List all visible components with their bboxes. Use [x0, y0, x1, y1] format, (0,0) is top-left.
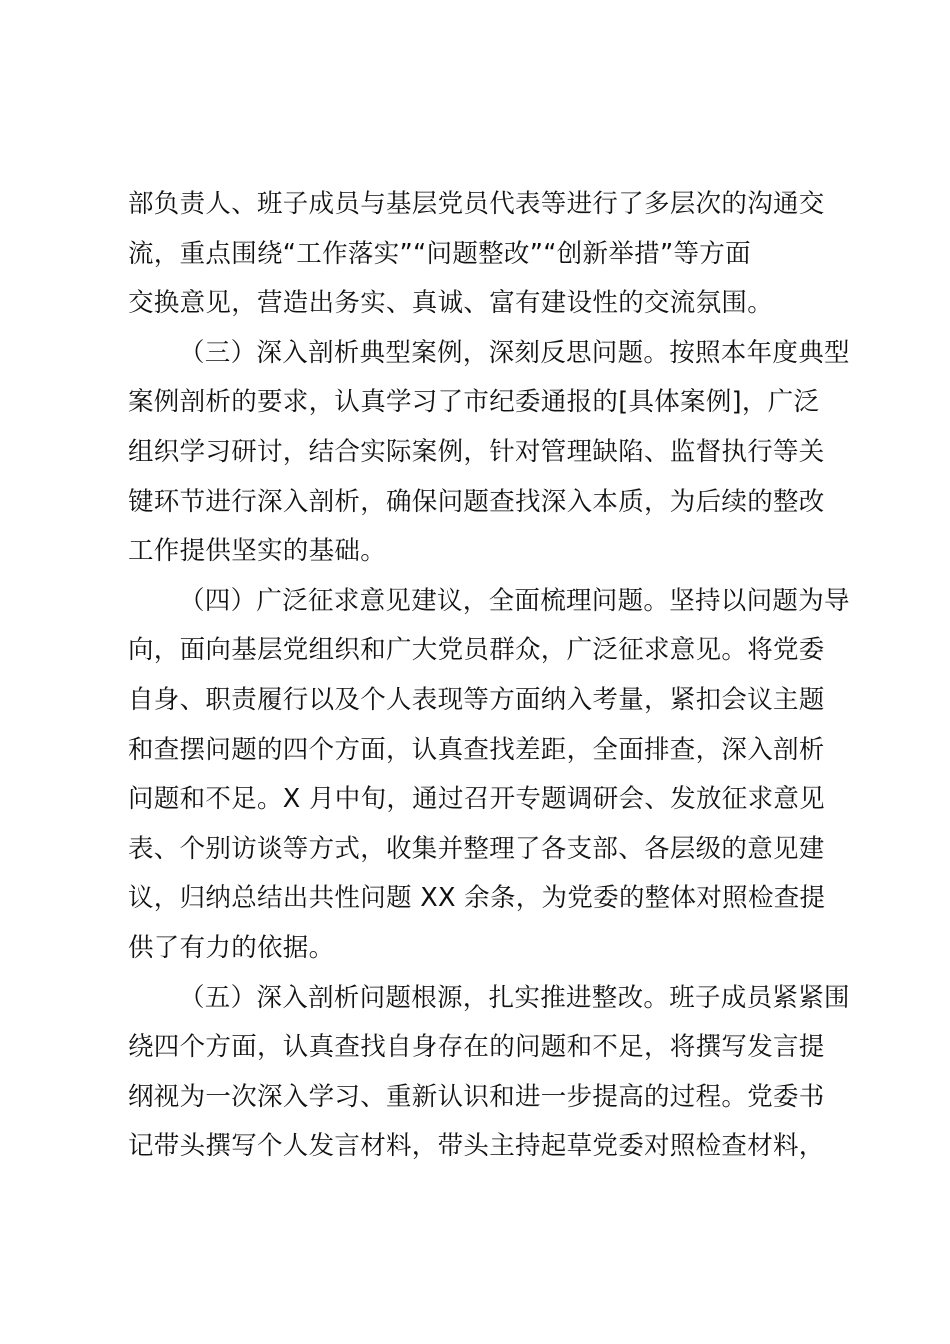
- text-line: 组织学习研讨，结合实际案例，针对管理缺陷、监督执行等关: [128, 436, 825, 467]
- text-line: 纲视为一次深入学习、重新认识和进一步提高的过程。党委书: [128, 1081, 825, 1112]
- text-line: 交换意见，营造出务实、真诚、富有建设性的交流氛围。: [128, 288, 774, 319]
- text-line: 流，重点围绕“工作落实”“问题整改”“创新举措”等方面: [128, 238, 751, 269]
- text-line: 议，归纳总结出共性问题 XX 余条，为党委的整体对照检查提: [128, 883, 826, 914]
- text-line: 向，面向基层党组织和广大党员群众，广泛征求意见。将党委: [128, 635, 825, 666]
- text-line: 案例剖析的要求，认真学习了市纪委通报的[具体案例]，广泛: [128, 387, 820, 418]
- text-line: 部负责人、班子成员与基层党员代表等进行了多层次的沟通交: [128, 189, 825, 219]
- document-body: [128, 180, 850, 1172]
- text-line: 供了有力的依据。: [128, 932, 335, 963]
- text-line: 问题和不足。X 月中旬，通过召开专题调研会、发放征求意见: [128, 784, 825, 815]
- text-line: 键环节进行深入剖析，确保问题查找深入本质，为后续的整改: [128, 486, 825, 517]
- text-line: 绕四个方面，认真查找自身存在的问题和不足，将撰写发言提: [128, 1032, 825, 1063]
- paragraph-heading-line: （四）广泛征求意见建议，全面梳理问题。坚持以问题为导: [179, 585, 850, 616]
- text-line: 自身、职责履行以及个人表现等方面纳入考量，紧扣会议主题: [128, 684, 825, 715]
- paragraph-heading-line: （五）深入剖析问题根源，扎实推进整改。班子成员紧紧围: [179, 982, 850, 1013]
- text-line: 和查摆问题的四个方面，认真查找差距，全面排查，深入剖析: [128, 734, 825, 765]
- text-line: 表、个别访谈等方式，收集并整理了各支部、各层级的意见建: [128, 833, 825, 864]
- text-line: 记带头撰写个人发言材料，带头主持起草党委对照检查材料，: [128, 1131, 825, 1162]
- text-line: 工作提供坚实的基础。: [128, 536, 387, 567]
- paragraph-heading-line: （三）深入剖析典型案例，深刻反思问题。按照本年度典型: [179, 337, 850, 368]
